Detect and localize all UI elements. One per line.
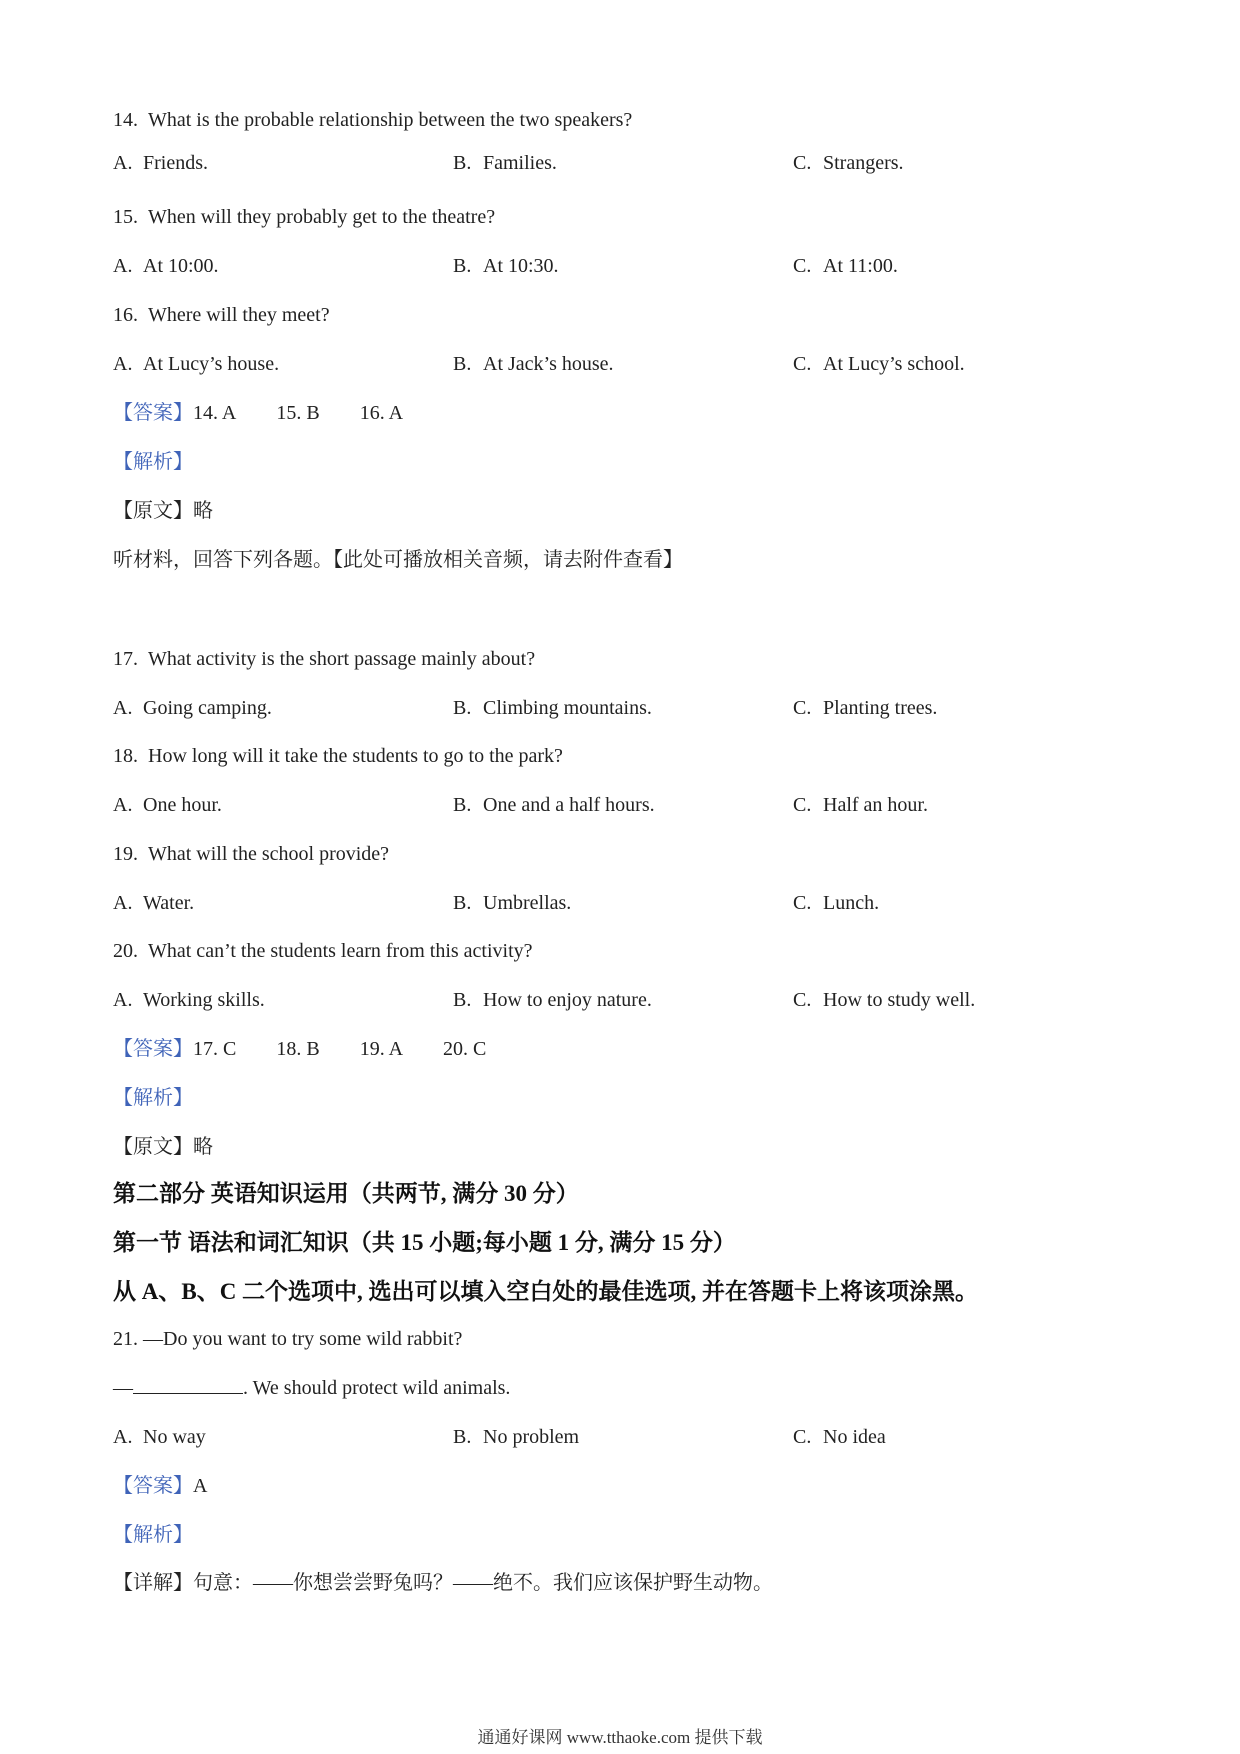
option-b: B. At 10:30. [453,255,559,277]
listening-instruction: 听材料，回答下列各题。【此处可播放相关音频，请去附件查看】 [113,549,683,571]
footer-watermark: 通通好课网 www.tthaoke.com 提供下载 [477,1728,763,1747]
option-b: B. How to enjoy nature. [453,989,652,1011]
option-b: B. Climbing mountains. [453,697,652,719]
question-stem: 16. Where will they meet? [113,304,330,326]
option-c: C. At Lucy’s school. [793,353,965,375]
answer-item: 20. C [443,1038,487,1060]
answer-item: 19. A [359,1038,404,1060]
answer-label: 【答案】 [113,402,193,424]
option-a: A. Going camping. [113,697,272,719]
option-b: B. At Jack’s house. [453,353,614,375]
question-stem: 14. What is the probable relationship between the two speakers? [113,109,633,131]
question-stem: 19. What will the school provide? [113,843,390,865]
option-b: B. One and a half hours. [453,794,655,816]
part-heading: 第二部分 英语知识运用（共两节, 满分 30 分） [113,1181,579,1206]
option-c: C. Strangers. [793,152,904,174]
answer-item: A [193,1475,208,1497]
answer-blank [133,1375,243,1394]
option-c: C. Lunch. [793,892,880,914]
option-c: C. At 11:00. [793,255,898,277]
option-a: A. One hour. [113,794,222,816]
option-c: C. How to study well. [793,989,976,1011]
option-b: B. Umbrellas. [453,892,572,914]
answer-label: 【答案】 [113,1475,193,1497]
answer-item: 16. A [359,402,404,424]
question-stem: 17. What activity is the short passage mainly about? [113,648,536,670]
answer-line [113,1035,526,1063]
question-stem: 20. What can’t the students learn from this activity? [113,940,533,962]
option-a: A. At Lucy’s house. [113,353,280,375]
answer-label: 【答案】 [113,1038,193,1060]
section-instruction: 从 A、B、C 二个选项中, 选出可以填入空白处的最佳选项, 并在答题卡上将该项涂黑。 [113,1279,979,1304]
option-b: B. No problem [453,1426,580,1448]
option-a: A. Friends. [113,152,208,174]
answer-line [113,399,443,427]
answer-item: 18. B [276,1038,320,1060]
answer-item: 15. B [276,402,320,424]
original-text: 【原文】略 [113,500,213,522]
option-a: A. Working skills. [113,989,265,1011]
reply-line: — . We should protect wild animals. [113,1377,511,1399]
answer-item: 14. A [193,402,237,424]
option-b: B. Families. [453,152,557,174]
question-stem: 15. When will they probably get to the theatre? [113,206,496,228]
question-stem: 18. How long will it take the students to go to the park? [113,745,563,767]
answer-line [113,1472,207,1500]
analysis-label: 【解析】 [113,1524,193,1546]
option-c: C. Planting trees. [793,697,938,719]
option-c: C. Half an hour. [793,794,928,816]
question-stem: 21. —Do you want to try some wild rabbit? [113,1328,463,1350]
analysis-label: 【解析】 [113,1087,193,1109]
answer-item: 17. C [193,1038,237,1060]
option-c: C. No idea [793,1426,886,1448]
section-heading: 第一节 语法和词汇知识（共 15 小题;每小题 1 分, 满分 15 分） [113,1230,736,1255]
option-a: A. Water. [113,892,195,914]
original-text: 【原文】略 [113,1136,213,1158]
analysis-label: 【解析】 [113,451,193,473]
option-a: A. At 10:00. [113,255,219,277]
detail-explanation: 【详解】句意：——你想尝尝野兔吗？——绝不。我们应该保护野生动物。 [113,1572,773,1594]
option-a: A. No way [113,1426,206,1448]
